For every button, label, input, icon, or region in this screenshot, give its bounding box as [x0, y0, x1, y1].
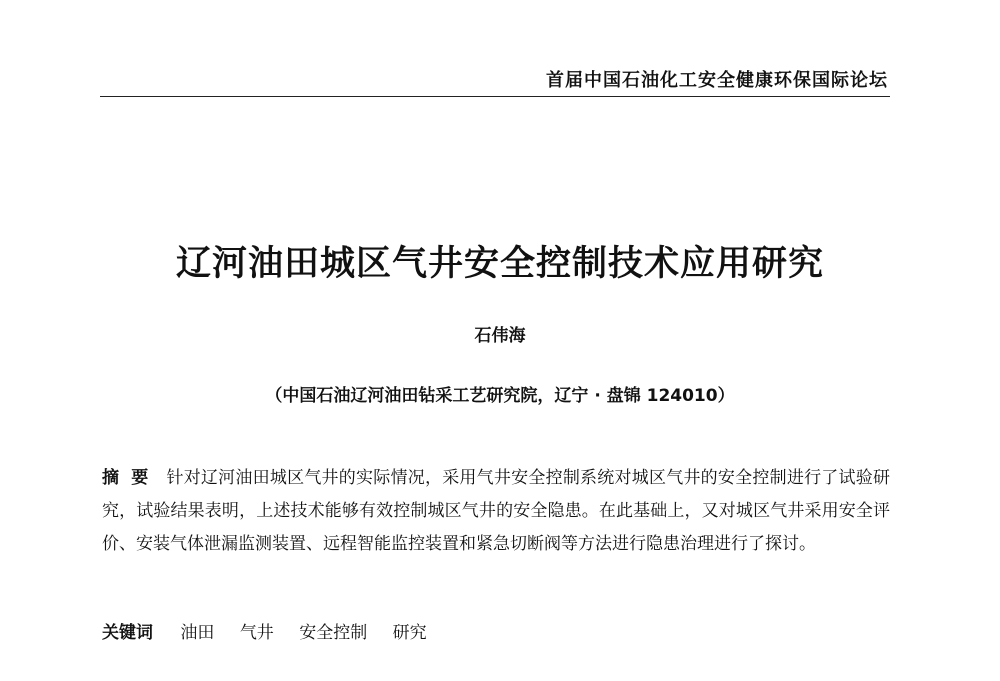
- keyword-item: 安全控制: [299, 623, 368, 643]
- abstract-paragraph: [102, 462, 890, 561]
- header-divider: [100, 96, 890, 97]
- keywords-line: [102, 618, 447, 643]
- forum-header-title: 首届中国石油化工安全健康环保国际论坛: [546, 70, 888, 91]
- abstract-text: 针对辽河油田城区气井的实际情况，采用气井安全控制系统对城区气井的安全控制进行了试验研究，试验结果表明，上述技术能够有效控制城区气井的安全隐患。在此基础上，又对城区气井采用安全评价、安装气体泄漏监测装置、远程智能监控装置和紧急切断阀等方法进行隐患治理进行了探讨。: [102, 468, 891, 554]
- author-affiliation: （中国石油辽河油田钻采工艺研究院，辽宁 · 盘锦 124010）: [265, 386, 735, 406]
- keyword-item: 油田: [180, 623, 215, 643]
- keyword-item: 气井: [239, 623, 274, 643]
- keyword-item: 研究: [392, 623, 427, 643]
- abstract-label: 摘要: [102, 468, 161, 488]
- author-name: 石伟海: [474, 326, 526, 346]
- paper-title: 辽河油田城区气井安全控制技术应用研究: [175, 243, 824, 284]
- keywords-label: 关键词: [102, 623, 153, 643]
